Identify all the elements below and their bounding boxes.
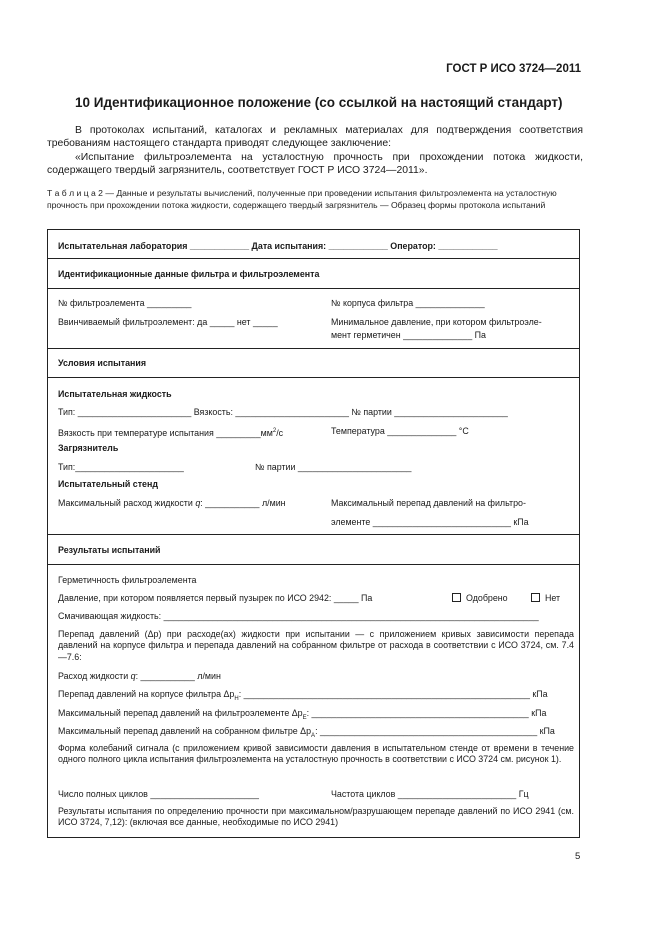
lab-date-operator-row: Испытательная лаборатория ____________ Дата испытания: ____________ Оператор: ____________ (58, 241, 498, 251)
max-flow-rate (58, 498, 286, 509)
divider (48, 348, 579, 349)
no-label: Нет (545, 593, 561, 603)
housing-number: № корпуса фильтра ______________ (331, 298, 485, 308)
table-caption (47, 187, 583, 212)
viscosity-sup: 2 (272, 428, 277, 434)
body-paragraph: В протоколах испытаний, каталогах и рекламных материалах для подтверждения соответствия требованиям настоящего стандарта приводят следующее заключение: (47, 125, 583, 150)
pressure-drop-description: Перепад давлений (Δp) при расходе(ах) жидкости при испытании — с приложением кривых зависимости перепада давлений на корпусе фильтра и перепада давлений на собранном фильтре от расхода в соответствии с ИСО 3724, см. 7.4—7.6: (58, 629, 574, 662)
no-option[interactable] (531, 593, 560, 604)
dp-a-field: : ____________________________________________ кПа (315, 726, 555, 736)
divider (48, 258, 579, 259)
dp-a-sub: A (311, 732, 316, 739)
divider (48, 564, 579, 565)
max-dp-line2: элементе ____________________________ кПа (331, 517, 529, 527)
dp-e-text: Максимальный перепад давлений на фильтроэлементе Δp (58, 708, 303, 718)
min-pressure-line2: мент герметичен ______________ Па (331, 330, 486, 340)
body-quote: «Испытание фильтроэлемента на усталостную прочность при прохождении потока жидкости, содержащего твердый загрязнитель, соответствует ГОСТ Р ИСО 3724—2011». (47, 152, 583, 177)
standard-number: ГОСТ Р ИСО 3724—2011 (446, 63, 581, 75)
burst-test-results: Результаты испытания по определению прочности при максимальном/разрушающем перепаде давлений по ИСО 2941 (см. ИСО 3724, 7,12): (включая все данные, необходимые по ИСО 2941) (58, 806, 574, 828)
housing-pressure-drop (58, 689, 548, 705)
element-number: № фильтроэлемента _________ (58, 298, 192, 308)
dp-e-field: : ____________________________________________ кПа (306, 708, 547, 718)
stand-title: Испытательный стенд (58, 479, 158, 489)
approved-label: Одобрено (466, 593, 508, 603)
signal-waveform: Форма колебаний сигнала (с приложением кривой зависимости давления в испытательном стенде от времени в течение одного полного цикла испытания фильтроэлемента на усталостную прочность в соответствии с ИСО 3724 см. рисунок 1). (58, 743, 574, 765)
max-flow-unit: : ___________ л/мин (200, 498, 286, 508)
screw-in-element: Ввинчиваемый фильтроэлемент: да _____ нет _____ (58, 317, 278, 327)
fluid-type-viscosity-batch: Тип: _______________________ Вязкость: _______________________ № партии _______________________ (58, 407, 508, 417)
flow-q: q (130, 671, 136, 681)
viscosity-text: Вязкость при температуре испытания _________мм (58, 427, 273, 438)
element-tightness: Герметичность фильтроэлемента (58, 575, 197, 585)
dp-a-text: Максимальный перепад давлений на собранном фильтре Δp (58, 726, 312, 736)
divider (48, 377, 579, 378)
dp-h-sub: H (234, 695, 239, 702)
page-number: 5 (575, 851, 581, 862)
viscosity-unit: /с (276, 427, 284, 438)
divider (48, 534, 579, 535)
caption-text: 2 — Данные и результаты вычислений, полученные при проведении испытания фильтроэлемента на усталостную прочность при прохождении потока жидкости, содержащего твердый загрязнитель — Образец формы протокола испытаний (47, 188, 557, 211)
fluid-flow-rate (58, 671, 221, 682)
flow-unit: : ___________ л/мин (135, 671, 221, 681)
results-title: Результаты испытаний (58, 545, 161, 555)
max-flow-text: Максимальный расход жидкости (58, 498, 196, 508)
wetting-fluid: Смачивающая жидкость: ____________________________________________________________________________ (58, 611, 539, 621)
min-pressure-line1: Минимальное давление, при котором фильтроэле- (331, 317, 542, 327)
approved-checkbox[interactable] (452, 593, 461, 602)
test-report-form (47, 229, 580, 838)
dp-h-text: Перепад давлений на корпусе фильтра Δp (58, 689, 235, 699)
bubble-point-pressure: Давление, при котором появляется первый пузырек по ИСО 2942: _____ Па (58, 593, 373, 603)
element-max-pressure-drop (58, 708, 546, 724)
test-viscosity (58, 426, 283, 439)
divider (48, 288, 579, 289)
no-checkbox[interactable] (531, 593, 540, 602)
caption-prefix: Т а б л и ц а (47, 188, 96, 198)
identification-title: Идентификационные данные фильтра и фильтроэлемента (58, 269, 320, 279)
contaminant-type: Тип:______________________ (58, 462, 184, 472)
full-cycles-count: Число полных циклов ______________________ (58, 789, 259, 799)
approved-option[interactable] (452, 593, 508, 604)
cycle-frequency: Частота циклов ________________________ Гц (331, 789, 529, 799)
fluid-title: Испытательная жидкость (58, 389, 172, 399)
flow-text: Расход жидкости (58, 671, 131, 681)
contaminant-title: Загрязнитель (58, 443, 119, 453)
conditions-title: Условия испытания (58, 358, 147, 368)
max-flow-q: q (195, 498, 201, 508)
contaminant-batch: № партии _______________________ (255, 462, 412, 472)
section-heading: 10 Идентификационное положение (со ссылкой на настоящий стандарт) (75, 95, 563, 110)
dp-h-field: : __________________________________________________________ кПа (238, 689, 548, 699)
temperature: Температура ______________ °С (331, 426, 469, 436)
assembly-max-pressure-drop (58, 726, 555, 742)
dp-e-sub: E (302, 714, 307, 721)
max-dp-line1: Максимальный перепад давлений на фильтро- (331, 498, 526, 508)
